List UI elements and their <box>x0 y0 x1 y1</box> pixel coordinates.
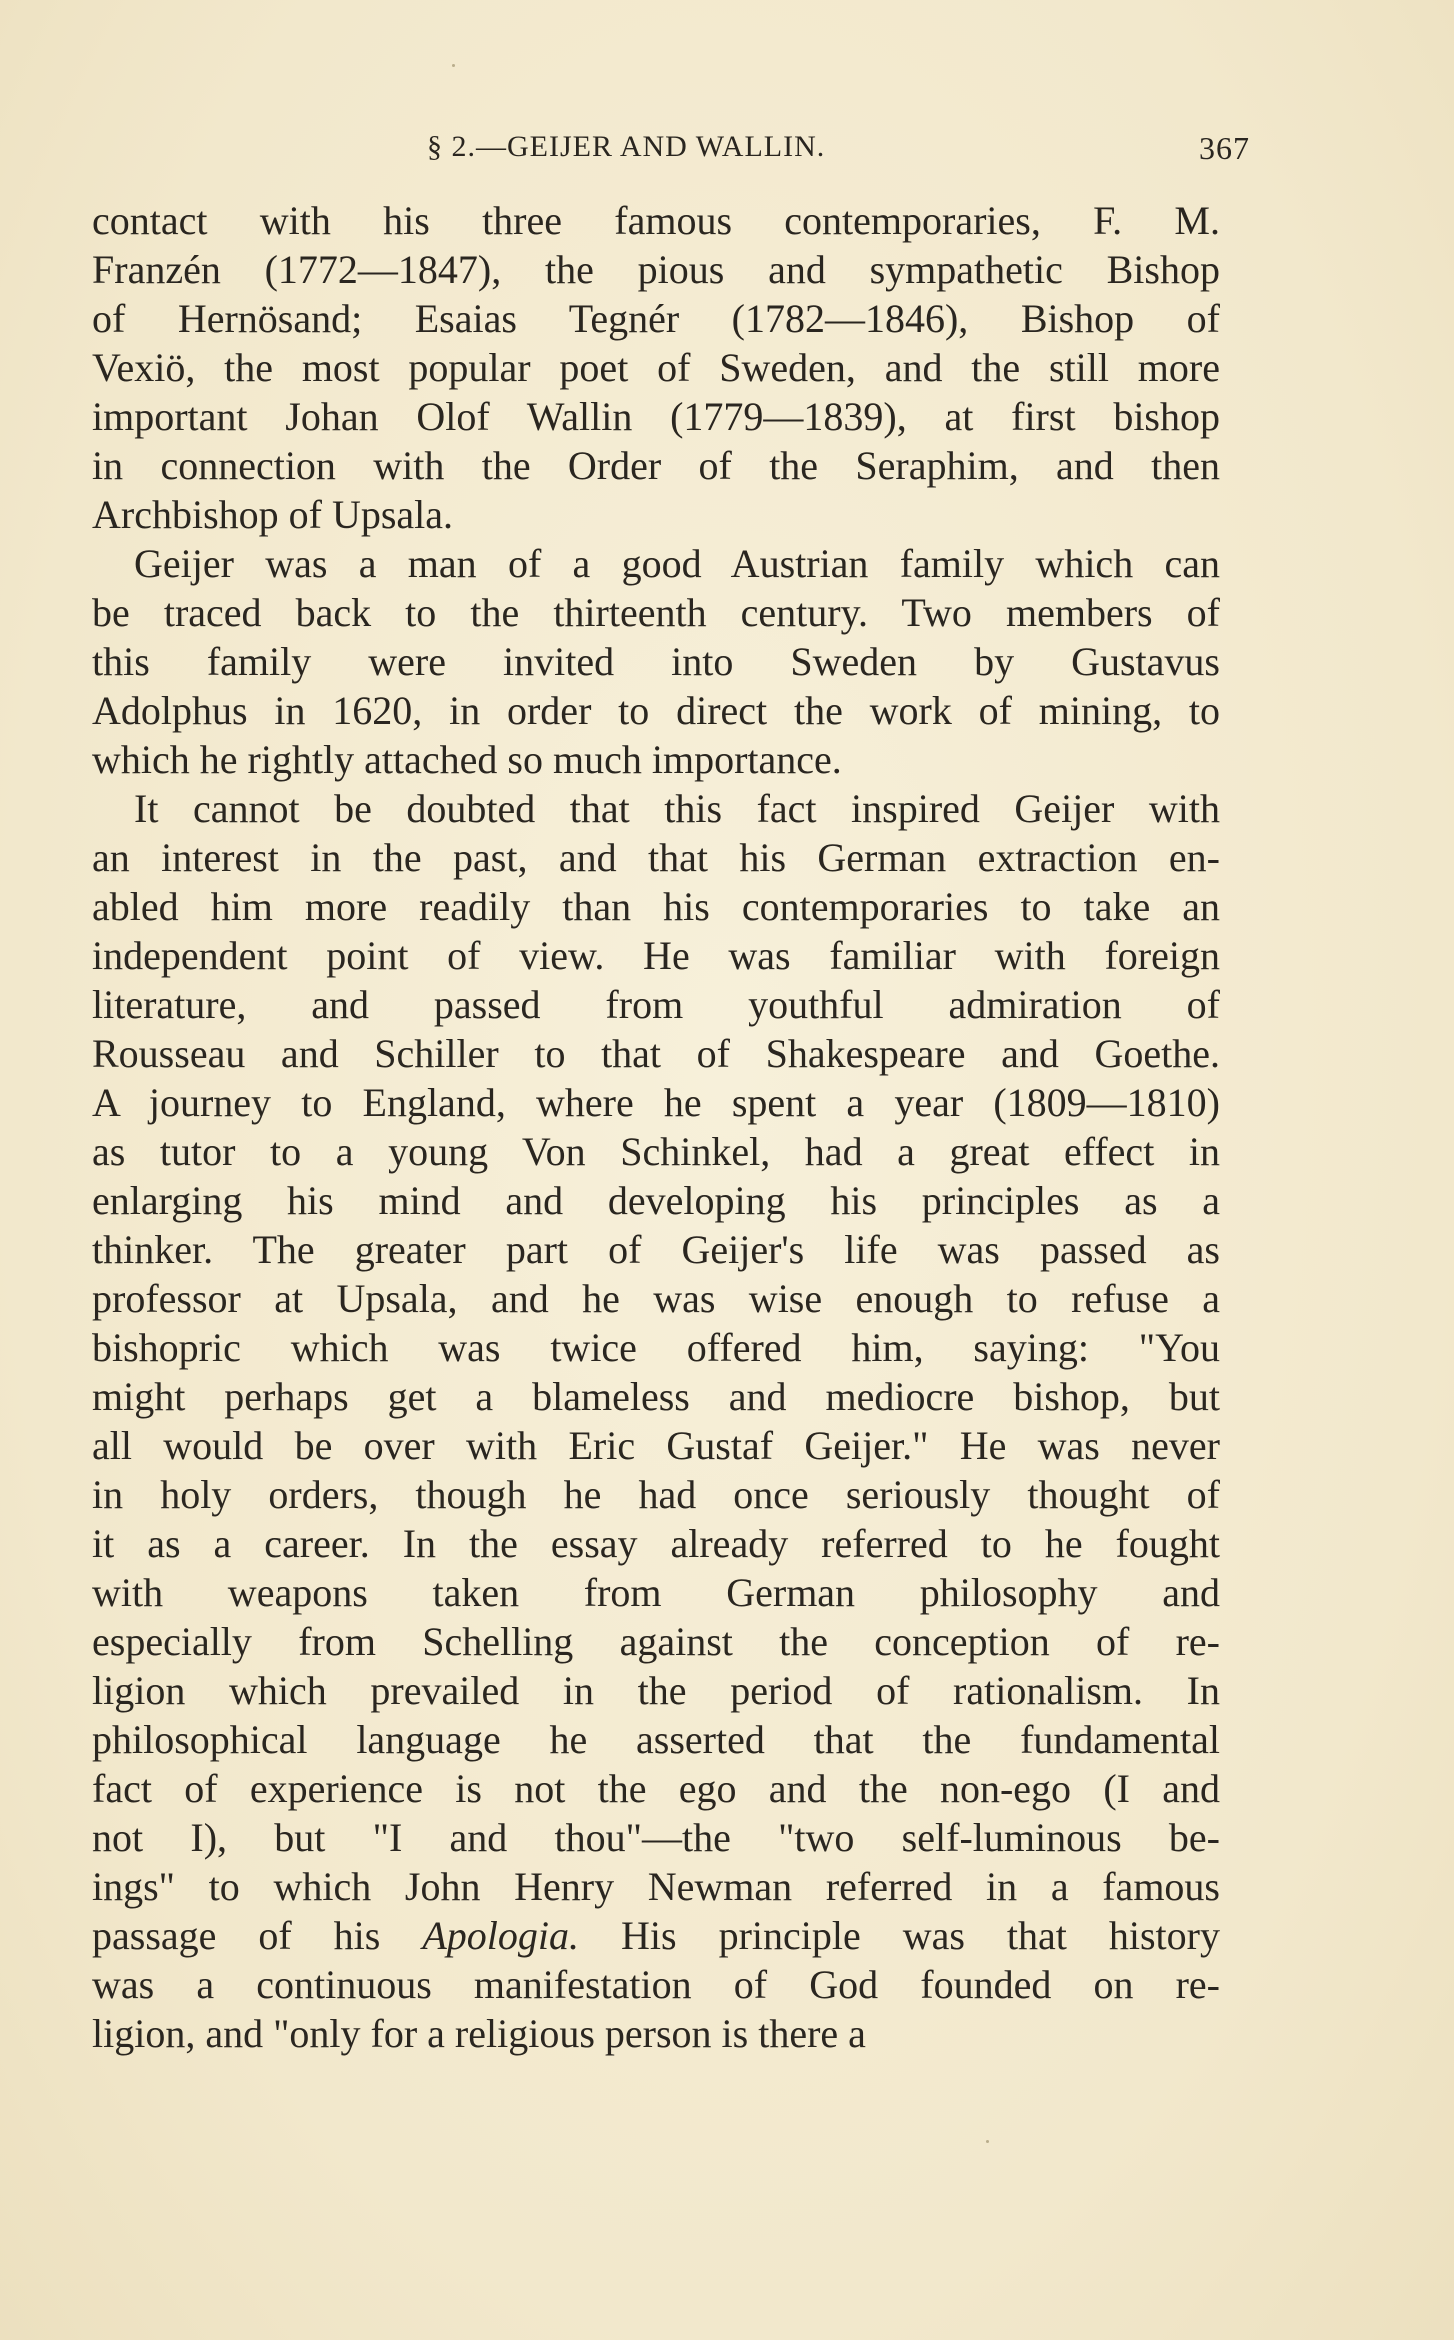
text-line: this family were invited into Sweden by Gustavus <box>92 639 1220 684</box>
text-line: ligion which prevailed in the period of rationalism. In <box>92 1668 1220 1713</box>
text-line: fact of experience is not the ego and the non-ego (I and <box>92 1766 1220 1811</box>
text-segment: His principle was that history <box>579 1913 1220 1958</box>
text-line: contact with his three famous contemporaries, F. M. <box>92 198 1220 243</box>
text-line: ligion, and "only for a religious person is there a <box>92 2011 866 2056</box>
text-line: literature, and passed from youthful admiration of <box>92 982 1220 1027</box>
text-line: Geijer was a man of a good Austrian family which can <box>134 541 1220 586</box>
text-line <box>92 1911 1220 1960</box>
text-line: ings" to which John Henry Newman referred in a famous <box>92 1864 1220 1909</box>
text-line: in connection with the Order of the Seraphim, and then <box>92 443 1220 488</box>
text-line: all would be over with Eric Gustaf Geijer." He was never <box>92 1423 1220 1468</box>
text-line: not I), but "I and thou"—the "two self-luminous be- <box>92 1815 1220 1860</box>
text-line: of Hernösand; Esaias Tegnér (1782—1846), Bishop of <box>92 296 1220 341</box>
text-line: which he rightly attached so much importance. <box>92 737 842 782</box>
running-title: § 2.—GEIJER AND WALLIN. <box>427 130 826 163</box>
text-line: important Johan Olof Wallin (1779—1839), at first bishop <box>92 394 1220 439</box>
text-line: A journey to England, where he spent a year (1809—1810) <box>92 1080 1220 1125</box>
text-line: Vexiö, the most popular poet of Sweden, and the still more <box>92 345 1220 390</box>
text-line: Adolphus in 1620, in order to direct the work of mining, to <box>92 688 1220 733</box>
text-line: independent point of view. He was familiar with foreign <box>92 933 1220 978</box>
running-header <box>90 130 1250 180</box>
text-line: an interest in the past, and that his German extraction en- <box>92 835 1220 880</box>
text-line: thinker. The greater part of Geijer's life was passed as <box>92 1227 1220 1272</box>
paper-speck <box>452 64 455 67</box>
text-line: Rousseau and Schiller to that of Shakespeare and Goethe. <box>92 1031 1220 1076</box>
text-line: abled him more readily than his contemporaries to take an <box>92 884 1220 929</box>
text-line: was a continuous manifestation of God founded on re- <box>92 1962 1220 2007</box>
text-line: as tutor to a young Von Schinkel, had a great effect in <box>92 1129 1220 1174</box>
text-line: with weapons taken from German philosophy and <box>92 1570 1220 1615</box>
text-line: philosophical language he asserted that the fundamental <box>92 1717 1220 1762</box>
paper-speck <box>986 2140 989 2143</box>
text-line: it as a career. In the essay already referred to he fought <box>92 1521 1220 1566</box>
text-line: might perhaps get a blameless and mediocre bishop, but <box>92 1374 1220 1419</box>
text-line: in holy orders, though he had once seriously thought of <box>92 1472 1220 1517</box>
page-number: 367 <box>1199 130 1250 166</box>
text-line: Franzén (1772—1847), the pious and sympathetic Bishop <box>92 247 1220 292</box>
text-line: enlarging his mind and developing his principles as a <box>92 1178 1220 1223</box>
book-title-italic: Apologia. <box>422 1913 580 1958</box>
text-line: be traced back to the thirteenth century. Two members of <box>92 590 1220 635</box>
text-line: It cannot be doubted that this fact inspired Geijer with <box>134 786 1220 831</box>
body-text <box>92 196 1220 2058</box>
text-line: especially from Schelling against the conception of re- <box>92 1619 1220 1664</box>
text-line: professor at Upsala, and he was wise enough to refuse a <box>92 1276 1220 1321</box>
text-line: bishopric which was twice offered him, saying: "You <box>92 1325 1220 1370</box>
text-segment: passage of his <box>92 1913 423 1958</box>
text-line: Archbishop of Upsala. <box>92 492 454 537</box>
